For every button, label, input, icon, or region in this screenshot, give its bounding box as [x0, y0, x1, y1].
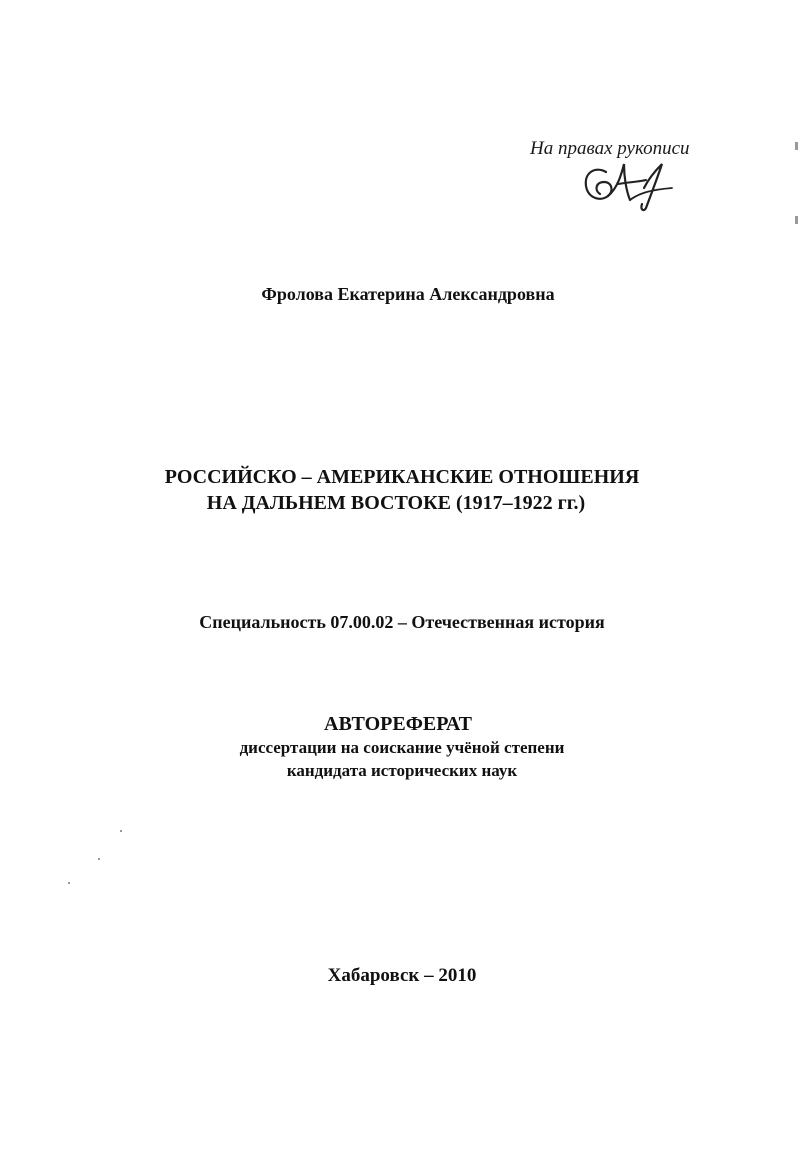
scan-speck	[68, 882, 70, 884]
scan-edge-mark	[795, 216, 798, 224]
document-type-heading: АВТОРЕФЕРАТ	[324, 713, 472, 735]
dissertation-title-line-2: НА ДАЛЬНЕМ ВОСТОКЕ (1917–1922 гг.)	[206, 492, 586, 514]
rights-notice: На правах рукописи	[530, 138, 690, 159]
city-year: Хабаровск – 2010	[327, 965, 477, 986]
dissertation-title-line-1: РОССИЙСКО – АМЕРИКАНСКИЕ ОТНОШЕНИЯ	[164, 466, 640, 488]
document-type-subline-2: кандидата исторических наук	[286, 761, 518, 780]
scan-edge-mark	[795, 142, 798, 150]
document-type-subline-1: диссертации на соискание учёной степени	[239, 738, 565, 757]
speciality-line: Специальность 07.00.02 – Отечественная история	[199, 612, 605, 632]
author-name: Фролова Екатерина Александровна	[261, 284, 555, 304]
scan-speck	[98, 858, 100, 860]
scan-speck	[120, 830, 122, 832]
handwritten-signature	[578, 158, 678, 214]
